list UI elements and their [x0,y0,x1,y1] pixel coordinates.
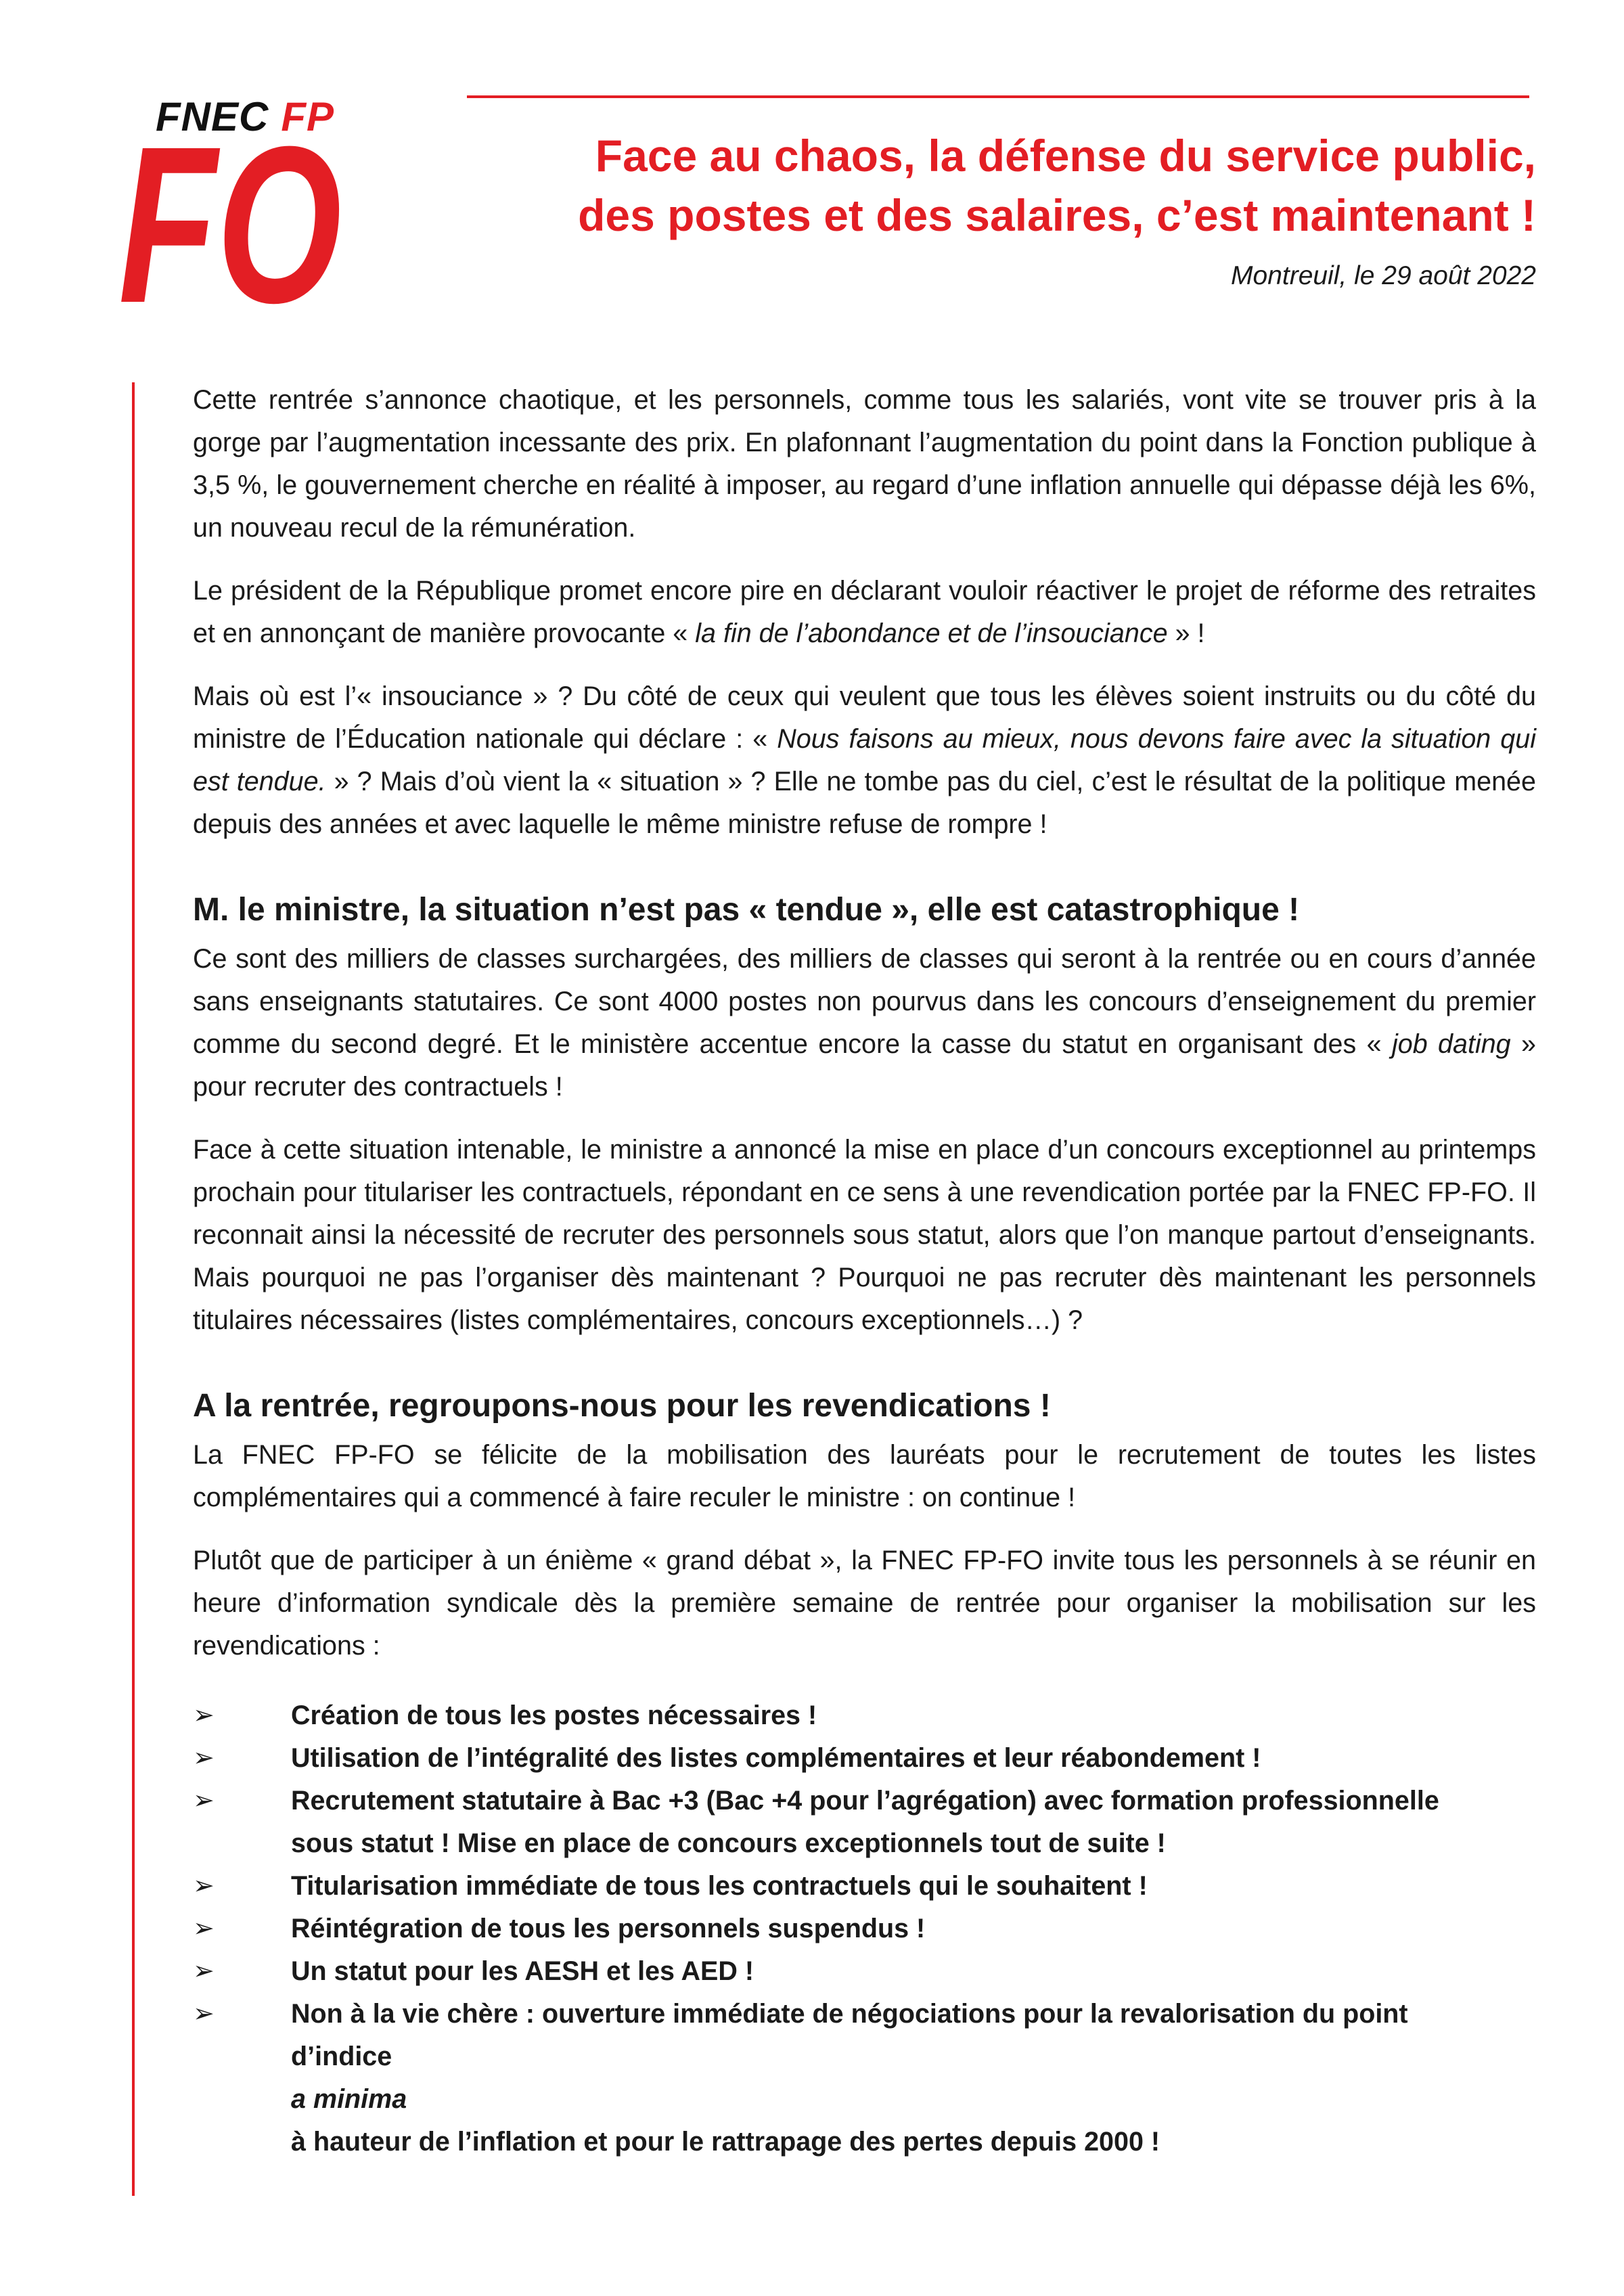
demand-line-2 [291,2035,1536,2163]
logo-fo-mark [115,120,345,310]
logo-fp-text: FP [281,94,335,139]
arrow-bullet-icon: ➢ [193,1701,215,1730]
section-heading-ministre: M. le ministre, la situation n’est pas « tendue », elle est catastrophique ! [193,892,1300,928]
logo-fo-text: FO [118,120,342,310]
arrow-bullet-icon: ➢ [193,1744,215,1772]
list-item [193,1865,1536,1908]
demand-line-1: Non à la vie chère : ouverture immédiate de négociations pour la revalorisation du point [291,1999,1408,2029]
intro-paragraph-1: Cette rentrée s’annonce chaotique, et les personnels, comme tous les salariés, vont vite se trouver pris à la gorge par l’augmentation incessante des prix. En plafonnant l’augmentation du point dans la Fonction publique à 3,5 %, le gouvernement cherche en réalité à imposer, au regard d’une inflation annuelle qui dépasse déjà les 6%, un nouveau recul de la rémunération. [193,385,1536,543]
section1-p1-text-b: » pour recruter des contractuels ! [193,1029,1536,1102]
section2-paragraph-1: La FNEC FP-FO se félicite de la mobilisation des lauréats pour le recrutement de toutes les listes complémentaires qui a commencé à faire reculer le ministre : on continue ! [193,1440,1536,1512]
intro-p2-text-b: » ! [1167,618,1205,648]
demand-d7-text-a: d’indice [291,2042,392,2071]
intro-paragraph-3 [193,675,1536,846]
title-line-1: Face au chaos, la défense du service public, [595,131,1536,181]
section1-p1-quote: job dating [1391,1029,1511,1059]
intro-p3-text-b: » ? Mais d’où vient la « situation » ? Elle ne tombe pas du ciel, c’est le résultat de la politique menée depuis des années et avec laquelle le même ministre refuse de rompre ! [193,767,1536,839]
arrow-bullet-icon: ➢ [193,2000,215,2028]
arrow-bullet-icon: ➢ [193,1957,215,1985]
section1-paragraph-1 [193,938,1536,1108]
demands-list [193,1694,1536,2163]
intro-p3-quote: Nous faisons au mieux, nous devons faire avec la situation qui est tendue. [193,724,1536,796]
intro-p2-text-a: Le président de la République promet encore pire en déclarant vouloir réactiver le projet de réforme des retraites et en annonçant de manière provocante « [193,576,1536,648]
list-item [193,1908,1536,1950]
intro-p3-text-a: Mais où est l’« insouciance » ? Du côté de ceux qui veulent que tous les élèves soient instruits ou du côté du ministre de l’Éducation nationale qui déclare : « [193,681,1536,754]
list-item [193,1694,1536,1737]
demand-d7-emphasis: a minima [291,2084,407,2114]
logo-fnec-text: FNEC [156,94,269,139]
arrow-bullet-icon: ➢ [193,1914,215,1943]
intro-p2-quote: la fin de l’abondance et de l’insouciance [695,618,1168,648]
arrow-bullet-icon: ➢ [193,1786,215,1815]
demand-line-2: sous statut ! Mise en place de concours exceptionnels tout de suite ! [291,1828,1166,1858]
intro-paragraph-2 [193,570,1536,655]
section2-paragraph-2: Plutôt que de participer à un énième « grand débat », la FNEC FP-FO invite tous les personnels à se réunir en heure d’information syndicale dès la première semaine de rentrée pour organiser la mobilisation sur les revendications : [193,1546,1536,1661]
list-item [193,1993,1536,2163]
demand-text: Titularisation immédiate de tous les contractuels qui le souhaitent ! [291,1871,1148,1901]
list-item [193,1950,1536,1993]
demand-text: Création de tous les postes nécessaires ! [291,1701,817,1730]
demand-text [291,1780,1536,1865]
list-item [193,1780,1536,1865]
demand-d7-text-b: à hauteur de l’inflation et pour le rattrapage des pertes depuis 2000 ! [291,2127,1160,2157]
section-heading-rentree: A la rentrée, regroupons-nous pour les revendications ! [193,1388,1051,1424]
page-title [372,126,1536,245]
title-line-2: des postes et des salaires, c’est maintenant ! [578,190,1536,240]
demand-text [291,1993,1536,2163]
demand-line-1: Recrutement statutaire à Bac +3 (Bac +4 pour l’agrégation) avec formation professionnelle [291,1786,1439,1816]
demand-text: Un statut pour les AESH et les AED ! [291,1956,754,1986]
list-item [193,1737,1536,1780]
arrow-bullet-icon: ➢ [193,1872,215,1900]
demand-text: Utilisation de l’intégralité des listes complémentaires et leur réabondement ! [291,1743,1261,1773]
document-body [193,379,1536,2163]
demand-text: Réintégration de tous les personnels suspendus ! [291,1914,926,1943]
left-margin-rule [132,382,135,2196]
fnec-fp-fo-logo [115,93,345,310]
section1-paragraph-2: Face à cette situation intenable, le ministre a annoncé la mise en place d’un concours exceptionnel au printemps prochain pour titulariser les contractuels, répondant en ce sens à une revendication portée par la FNEC FP-FO. Il reconnait ainsi la nécessité de recruter des personnels sous statut, alors que l’on manque partout d’enseignants. Mais pourquoi ne pas l’organiser dès maintenant ? Pourquoi ne pas recruter dès maintenant les personnels titulaires nécessaires (listes complémentaires, concours exceptionnels…) ? [193,1135,1536,1335]
header-top-rule [467,95,1529,98]
section1-p1-text-a: Ce sont des milliers de classes surchargées, des milliers de classes qui seront à la rentrée ou en cours d’année sans enseignants statutaires. Ce sont 4000 postes non pourvus dans les concours d’enseignement du premier comme du second degré. Et le ministère accentue encore la casse du statut en organisant des « [193,944,1536,1059]
dateline: Montreuil, le 29 août 2022 [1231,261,1536,290]
